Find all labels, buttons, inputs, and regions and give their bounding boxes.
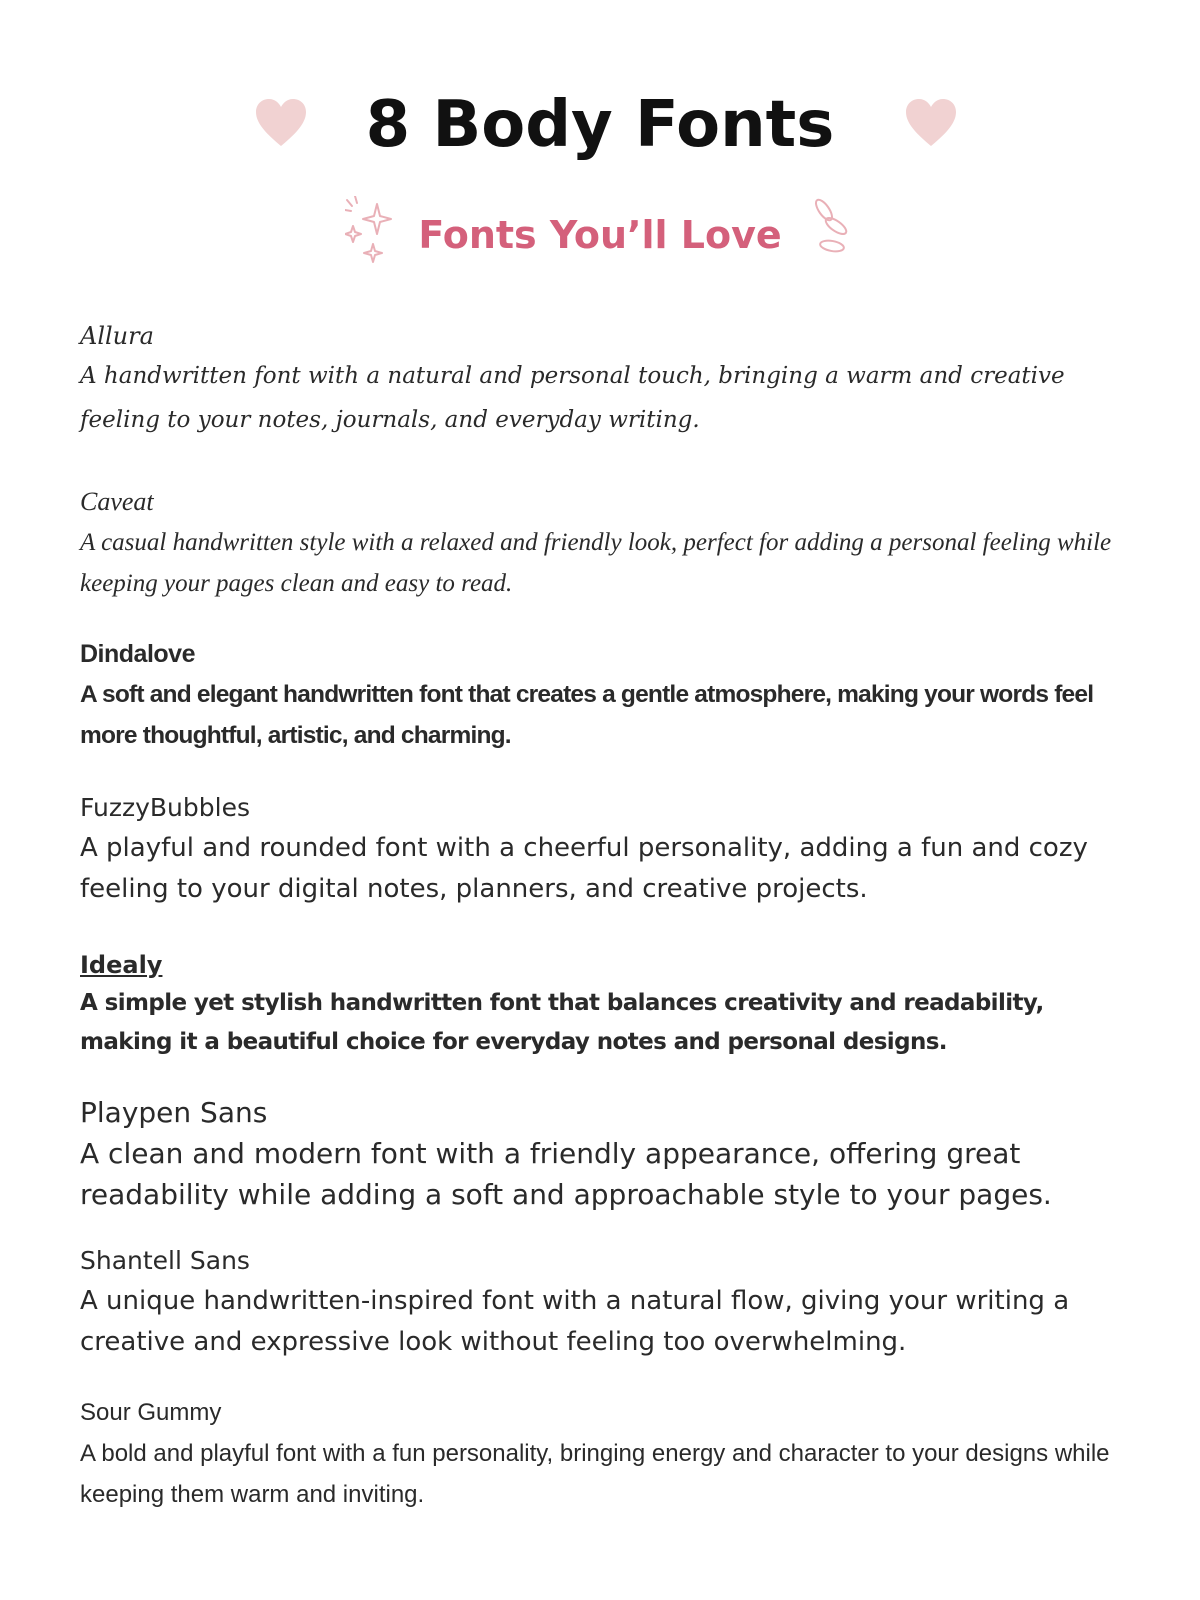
font-description: A handwritten font with a natural and personal touch, bringing a warm and creative feeling to your notes, journals, and everyday writing.	[80, 363, 1065, 433]
font-description: A unique handwritten-inspired font with a natural flow, giving your writing a creative and expressive look without feeling too overwhelming.	[80, 1286, 1070, 1357]
title-row	[0, 80, 1200, 170]
font-entry-shantell-sans	[80, 1241, 1130, 1363]
font-entry-playpen-sans	[80, 1092, 1130, 1215]
font-description: A simple yet stylish handwritten font that balances creativity and readability, making it a beautiful choice for everyday notes and personal designs.	[80, 990, 1044, 1055]
squiggle-icon	[810, 196, 860, 266]
font-description: A soft and elegant handwritten font that creates a gentle atmosphere, making your words feel more thoughtful, artistic, and charming.	[80, 681, 1094, 749]
font-name: Allura	[80, 322, 154, 350]
font-name: Caveat	[80, 487, 154, 516]
font-description: A bold and playful font with a fun personality, bringing energy and character to your designs while keeping them warm and inviting.	[80, 1440, 1110, 1508]
font-name: FuzzyBubbles	[80, 793, 250, 822]
font-name: Shantell Sans	[80, 1246, 250, 1275]
font-entry-caveat	[80, 482, 1130, 604]
font-name: Idealy	[80, 951, 163, 979]
font-list	[80, 318, 1130, 1515]
font-name: Playpen Sans	[80, 1096, 268, 1129]
font-name: Dindalove	[80, 640, 195, 668]
font-entry-sour-gummy	[80, 1393, 1130, 1515]
font-entry-fuzzybubbles	[80, 788, 1130, 910]
font-entry-dindalove	[80, 634, 1130, 756]
font-description: A playful and rounded font with a cheerful personality, adding a fun and cozy feeling to your digital notes, planners, and creative projects.	[80, 833, 1088, 904]
subtitle-row	[0, 196, 1200, 276]
font-description: A clean and modern font with a friendly appearance, offering great readability while adding a soft and approachable style to your pages.	[80, 1137, 1052, 1211]
font-name: Sour Gummy	[80, 1399, 222, 1426]
font-entry-allura	[80, 318, 1130, 442]
font-entry-idealy	[80, 946, 1130, 1062]
subtitle: Fonts You’ll Love	[418, 213, 782, 257]
heart-icon	[904, 98, 958, 148]
page-title: 8 Body Fonts	[365, 88, 835, 162]
font-description: A casual handwritten style with a relaxed and friendly look, perfect for adding a personal feeling while keeping your pages clean and easy to read.	[80, 529, 1112, 597]
